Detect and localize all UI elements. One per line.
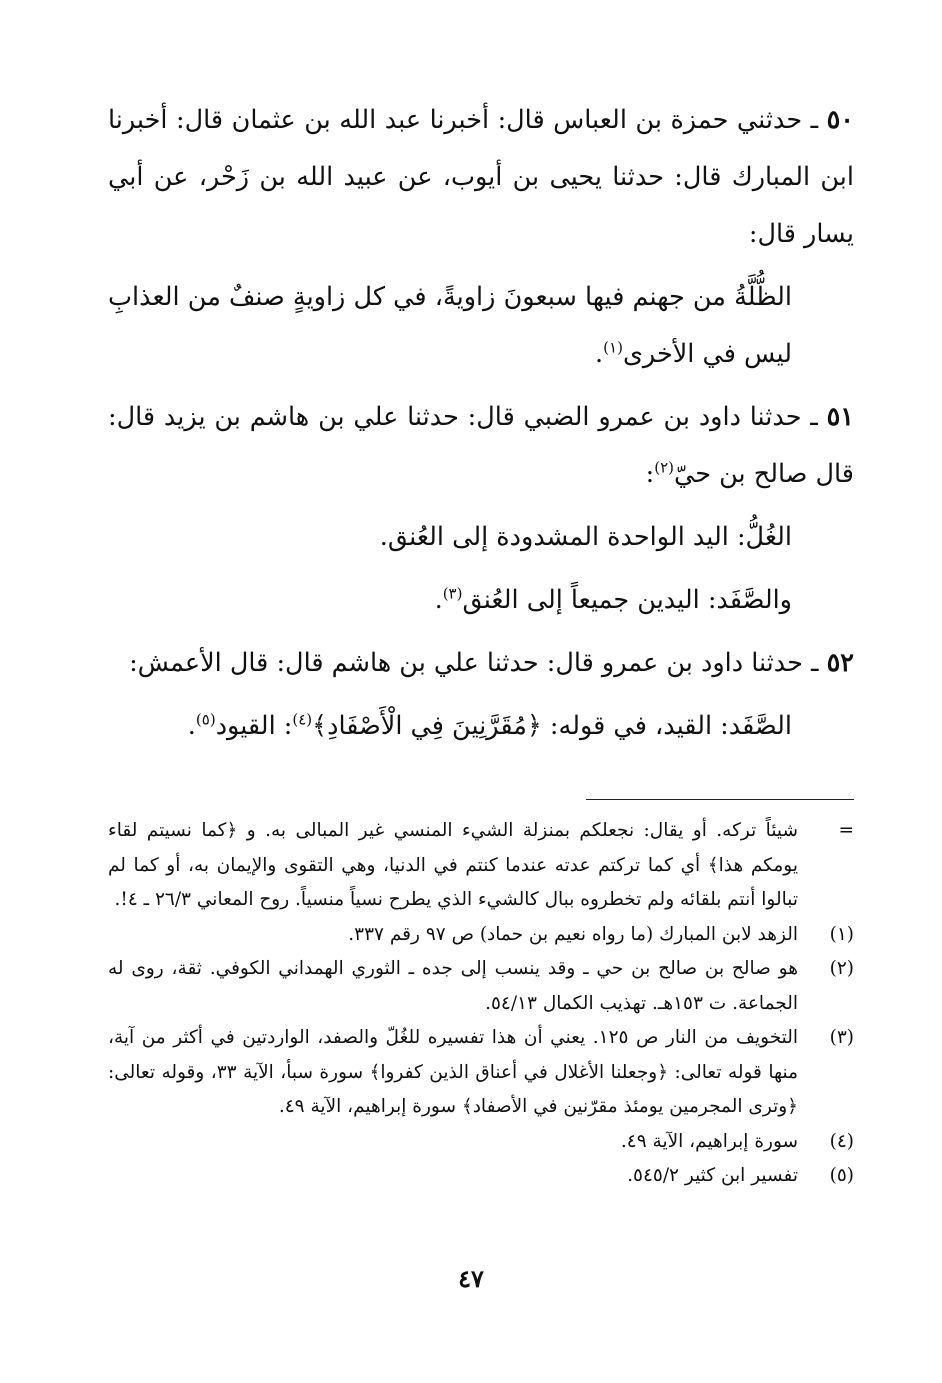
footnote-text: سورة إبراهيم، الآية ٤٩.	[620, 1130, 798, 1152]
matn-text: الغُلُّ: اليد الواحدة المشدودة إلى العُنق.	[379, 522, 792, 552]
hadith-51-matn-2	[108, 572, 854, 629]
footnote-2	[108, 952, 854, 1021]
footnote-ref: (٤)	[292, 710, 313, 729]
footnote-text: الزهد لابن المبارك (ما رواه نعيم بن حماد) ص ٩٧ رقم ٣٣٧.	[348, 923, 798, 945]
footnote-mark: (٢)	[829, 958, 854, 979]
hadith-number: ٥١	[826, 402, 854, 432]
footnote-continuation	[108, 814, 854, 918]
matn-text: الصَّفَد: القيد، في قوله: ﴿مُقَرَّنِينَ فِي الْأَصْفَادِ﴾	[312, 711, 792, 741]
footnote-text: هو صالح بن صالح بن حي ـ وقد ينسب إلى جده ـ الثوري الهمداني الكوفي. ثقة، روى له الجماعة. ت ١٥٣هـ. تهذيب الكمال ٥٤/١٣.	[108, 958, 798, 1014]
footnote-mark: (٣)	[829, 1027, 854, 1048]
footnote-separator	[586, 799, 854, 800]
footnote-mark: =	[838, 820, 854, 841]
hadith-isnad: ـ حدثنا داود بن عمرو الضبي قال: حدثنا علي بن هاشم بن يزيد قال: قال صالح بن حيّ	[108, 402, 854, 489]
main-text	[108, 92, 854, 755]
matn-end: .	[434, 585, 443, 615]
hadith-52-matn	[108, 698, 854, 755]
footnote-1	[108, 918, 854, 953]
hadith-50	[108, 92, 854, 263]
hadith-number: ٥٠	[826, 105, 854, 135]
footnote-text: التخويف من النار ص ١٢٥. يعني أن هذا تفسيره للغُلّ والصفد، الواردتين في أكثر من آية، منها قوله تعالى: ﴿وجعلنا الأغلال في أعناق الذين كفروا﴾ سورة سبأ، الآية ٣٣، وقوله تعالى: ﴿وترى المجرمين يومئذ مقرّنين في الأصفاد﴾ سورة إبراهيم، الآية ٤٩.	[108, 1027, 799, 1117]
footnote-4	[108, 1125, 854, 1160]
matn-text: الظُّلَّةُ من جهنم فيها سبعونَ زاويةً، في كل زاويةٍ صنفٌ من العذابِ ليس في الأخرى	[108, 282, 792, 369]
footnote-mark: (٥)	[829, 1165, 854, 1186]
hadith-isnad: ـ حدثني حمزة بن العباس قال: أخبرنا عبد الله بن عثمان قال: أخبرنا ابن المبارك قال: حدثنا يحيى بن أيوب، عن عبيد الله بن زَحْر، عن أبي يسار قال:	[108, 105, 854, 249]
footnote-ref: (٢)	[654, 458, 675, 477]
footnote-5	[108, 1159, 854, 1194]
footnote-3	[108, 1021, 854, 1125]
hadith-51-matn-1	[108, 509, 854, 566]
hadith-52	[108, 635, 854, 692]
footnote-text: شيئاً تركه. أو يقال: نجعلكم بمنزلة الشيء المنسي غير المبالى به. و ﴿كما نسيتم لقاء يومكم هذا﴾ أي كما تركتم عدته عندما كنتم في الدنيا، وهي التقوى والإيمان به، أو كما لم تبالوا أنتم بلقائه ولم تخطروه ببال كالشيء الذي يطرح نسياً منسياً. روح المعاني ٢٦/٣ ـ ٤!.	[108, 820, 798, 910]
matn-end: .	[187, 711, 196, 741]
hadith-50-matn	[108, 269, 854, 383]
footnote-ref: (٣)	[442, 584, 463, 603]
footnote-ref: (٥)	[195, 710, 216, 729]
matn-end: .	[595, 339, 604, 369]
matn-text: والصَّفَد: اليدين جميعاً إلى العُنق	[462, 585, 792, 615]
isnad-end: :	[645, 459, 655, 489]
footnote-mark: (١)	[829, 923, 854, 945]
footnote-text: تفسير ابن كثير ٥٤٥/٢.	[627, 1165, 798, 1186]
hadith-isnad: ـ حدثنا داود بن عمرو قال: حدثنا علي بن هاشم قال: قال الأعمش:	[129, 648, 827, 678]
hadith-number: ٥٢	[826, 648, 854, 678]
footnote-ref: (١)	[603, 338, 623, 357]
footnotes	[108, 814, 854, 1194]
footnote-mark: (٤)	[829, 1130, 854, 1152]
matn-text-2: : القيود	[215, 711, 293, 741]
page-number: ٤٧	[458, 1264, 484, 1293]
hadith-51	[108, 389, 854, 503]
